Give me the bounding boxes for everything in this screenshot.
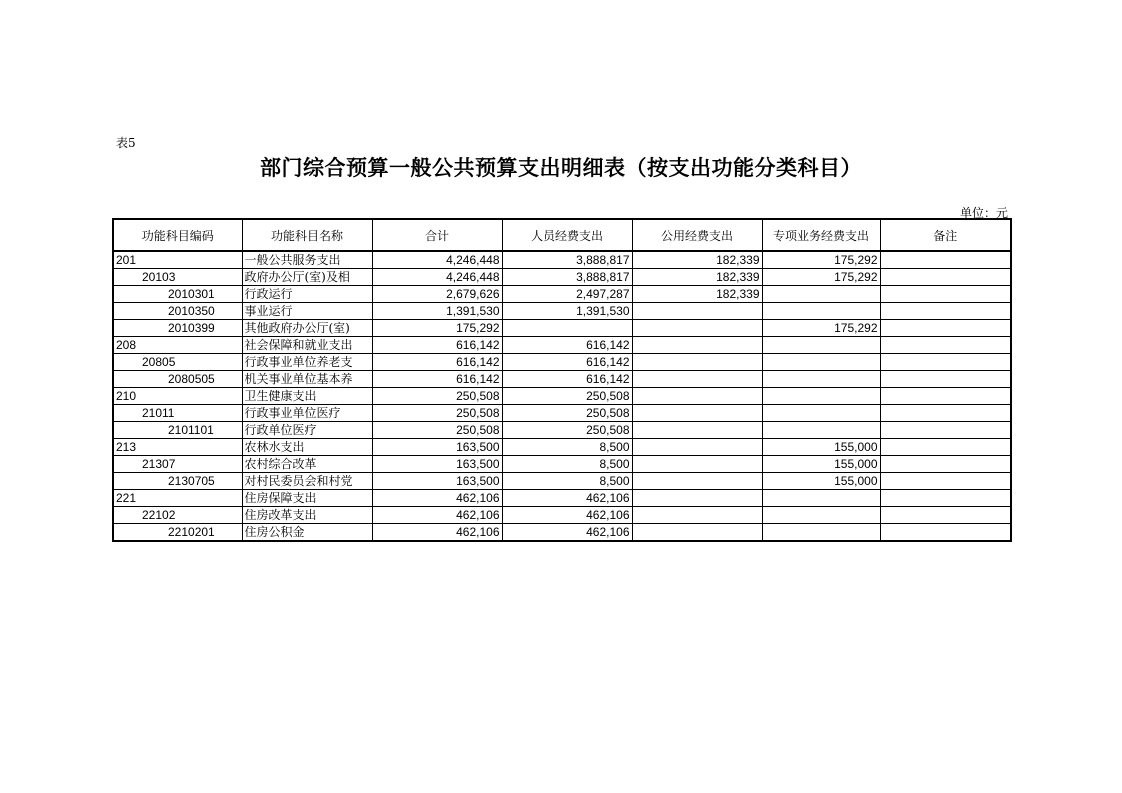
cell-special: 155,000 — [762, 473, 880, 490]
cell-personnel: 616,142 — [502, 371, 632, 388]
table-row — [113, 388, 1011, 405]
table-row — [113, 371, 1011, 388]
cell-total: 163,500 — [372, 456, 502, 473]
cell-special: 155,000 — [762, 439, 880, 456]
cell-note — [880, 507, 1011, 524]
cell-special — [762, 405, 880, 422]
cell-code: 20805 — [113, 354, 242, 371]
cell-total: 250,508 — [372, 422, 502, 439]
cell-public — [632, 320, 762, 337]
cell-note — [880, 354, 1011, 371]
cell-note — [880, 439, 1011, 456]
table-row — [113, 269, 1011, 286]
cell-name: 行政运行 — [242, 286, 372, 303]
cell-personnel — [502, 320, 632, 337]
table-row — [113, 473, 1011, 490]
cell-total: 163,500 — [372, 439, 502, 456]
table-row — [113, 251, 1011, 269]
cell-personnel: 250,508 — [502, 405, 632, 422]
cell-special — [762, 286, 880, 303]
table-row — [113, 354, 1011, 371]
cell-name: 卫生健康支出 — [242, 388, 372, 405]
column-header-note: 备注 — [880, 219, 1011, 251]
cell-personnel: 3,888,817 — [502, 251, 632, 269]
cell-special — [762, 388, 880, 405]
cell-total: 616,142 — [372, 354, 502, 371]
cell-special — [762, 337, 880, 354]
table-row — [113, 303, 1011, 320]
cell-name: 农村综合改革 — [242, 456, 372, 473]
cell-personnel: 616,142 — [502, 354, 632, 371]
table-row — [113, 524, 1011, 542]
column-header-special: 专项业务经费支出 — [762, 219, 880, 251]
table-row — [113, 337, 1011, 354]
cell-total: 2,679,626 — [372, 286, 502, 303]
cell-personnel: 8,500 — [502, 439, 632, 456]
cell-public: 182,339 — [632, 269, 762, 286]
cell-special — [762, 371, 880, 388]
cell-code: 2130705 — [113, 473, 242, 490]
cell-note — [880, 286, 1011, 303]
cell-note — [880, 456, 1011, 473]
cell-special — [762, 490, 880, 507]
cell-total: 250,508 — [372, 405, 502, 422]
table-number-label: 表5 — [116, 136, 136, 150]
cell-total: 616,142 — [372, 371, 502, 388]
cell-personnel: 462,106 — [502, 507, 632, 524]
cell-code: 21011 — [113, 405, 242, 422]
cell-personnel: 8,500 — [502, 473, 632, 490]
cell-public — [632, 422, 762, 439]
cell-public — [632, 507, 762, 524]
table-row — [113, 422, 1011, 439]
cell-note — [880, 473, 1011, 490]
cell-special — [762, 303, 880, 320]
cell-personnel: 462,106 — [502, 490, 632, 507]
cell-code: 20103 — [113, 269, 242, 286]
cell-total: 462,106 — [372, 507, 502, 524]
cell-special — [762, 507, 880, 524]
column-header-personnel: 人员经费支出 — [502, 219, 632, 251]
cell-note — [880, 524, 1011, 542]
cell-note — [880, 490, 1011, 507]
cell-special: 175,292 — [762, 320, 880, 337]
unit-label: 单位：元 — [959, 206, 1008, 220]
table-header-row — [113, 219, 1011, 251]
table-row — [113, 286, 1011, 303]
cell-name: 社会保障和就业支出 — [242, 337, 372, 354]
cell-public — [632, 388, 762, 405]
cell-total: 4,246,448 — [372, 251, 502, 269]
cell-public: 182,339 — [632, 251, 762, 269]
cell-code: 2080505 — [113, 371, 242, 388]
cell-total: 4,246,448 — [372, 269, 502, 286]
cell-personnel: 3,888,817 — [502, 269, 632, 286]
table-row — [113, 456, 1011, 473]
cell-public: 182,339 — [632, 286, 762, 303]
cell-code: 2010350 — [113, 303, 242, 320]
budget-table — [112, 218, 1012, 542]
table-row — [113, 320, 1011, 337]
cell-public — [632, 524, 762, 542]
cell-public — [632, 490, 762, 507]
cell-personnel: 250,508 — [502, 422, 632, 439]
cell-code: 21307 — [113, 456, 242, 473]
table-row — [113, 439, 1011, 456]
cell-name: 机关事业单位基本养 — [242, 371, 372, 388]
column-header-name: 功能科目名称 — [242, 219, 372, 251]
column-header-code: 功能科目编码 — [113, 219, 242, 251]
cell-name: 行政事业单位养老支 — [242, 354, 372, 371]
cell-code: 201 — [113, 251, 242, 269]
cell-total: 175,292 — [372, 320, 502, 337]
cell-personnel: 1,391,530 — [502, 303, 632, 320]
table-body — [113, 251, 1011, 541]
cell-note — [880, 269, 1011, 286]
cell-note — [880, 303, 1011, 320]
cell-code: 208 — [113, 337, 242, 354]
cell-total: 1,391,530 — [372, 303, 502, 320]
column-header-public: 公用经费支出 — [632, 219, 762, 251]
cell-personnel: 616,142 — [502, 337, 632, 354]
cell-name: 其他政府办公厅(室) — [242, 320, 372, 337]
cell-public — [632, 405, 762, 422]
cell-note — [880, 388, 1011, 405]
cell-code: 22102 — [113, 507, 242, 524]
cell-special — [762, 354, 880, 371]
cell-note — [880, 422, 1011, 439]
cell-name: 行政单位医疗 — [242, 422, 372, 439]
cell-total: 462,106 — [372, 490, 502, 507]
cell-name: 住房改革支出 — [242, 507, 372, 524]
cell-public — [632, 371, 762, 388]
cell-note — [880, 405, 1011, 422]
cell-note — [880, 320, 1011, 337]
cell-special — [762, 422, 880, 439]
cell-name: 住房保障支出 — [242, 490, 372, 507]
cell-code: 2101101 — [113, 422, 242, 439]
column-header-total: 合计 — [372, 219, 502, 251]
cell-name: 一般公共服务支出 — [242, 251, 372, 269]
cell-name: 事业运行 — [242, 303, 372, 320]
page-title: 部门综合预算一般公共预算支出明细表（按支出功能分类科目） — [260, 155, 862, 180]
cell-special — [762, 524, 880, 542]
cell-public — [632, 354, 762, 371]
cell-code: 2010301 — [113, 286, 242, 303]
cell-note — [880, 251, 1011, 269]
cell-public — [632, 439, 762, 456]
cell-name: 农林水支出 — [242, 439, 372, 456]
cell-personnel: 250,508 — [502, 388, 632, 405]
cell-name: 住房公积金 — [242, 524, 372, 542]
cell-public — [632, 473, 762, 490]
cell-public — [632, 303, 762, 320]
cell-code: 213 — [113, 439, 242, 456]
cell-personnel: 8,500 — [502, 456, 632, 473]
cell-name: 对村民委员会和村党 — [242, 473, 372, 490]
cell-personnel: 2,497,287 — [502, 286, 632, 303]
cell-name: 行政事业单位医疗 — [242, 405, 372, 422]
cell-public — [632, 456, 762, 473]
cell-note — [880, 371, 1011, 388]
cell-name: 政府办公厅(室)及相 — [242, 269, 372, 286]
table-row — [113, 490, 1011, 507]
cell-code: 221 — [113, 490, 242, 507]
cell-total: 616,142 — [372, 337, 502, 354]
cell-personnel: 462,106 — [502, 524, 632, 542]
cell-public — [632, 337, 762, 354]
cell-total: 163,500 — [372, 473, 502, 490]
table-row — [113, 405, 1011, 422]
cell-code: 2210201 — [113, 524, 242, 542]
cell-total: 250,508 — [372, 388, 502, 405]
cell-special: 175,292 — [762, 269, 880, 286]
table-row — [113, 507, 1011, 524]
cell-total: 462,106 — [372, 524, 502, 542]
cell-code: 210 — [113, 388, 242, 405]
cell-note — [880, 337, 1011, 354]
cell-special: 175,292 — [762, 251, 880, 269]
cell-special: 155,000 — [762, 456, 880, 473]
cell-code: 2010399 — [113, 320, 242, 337]
